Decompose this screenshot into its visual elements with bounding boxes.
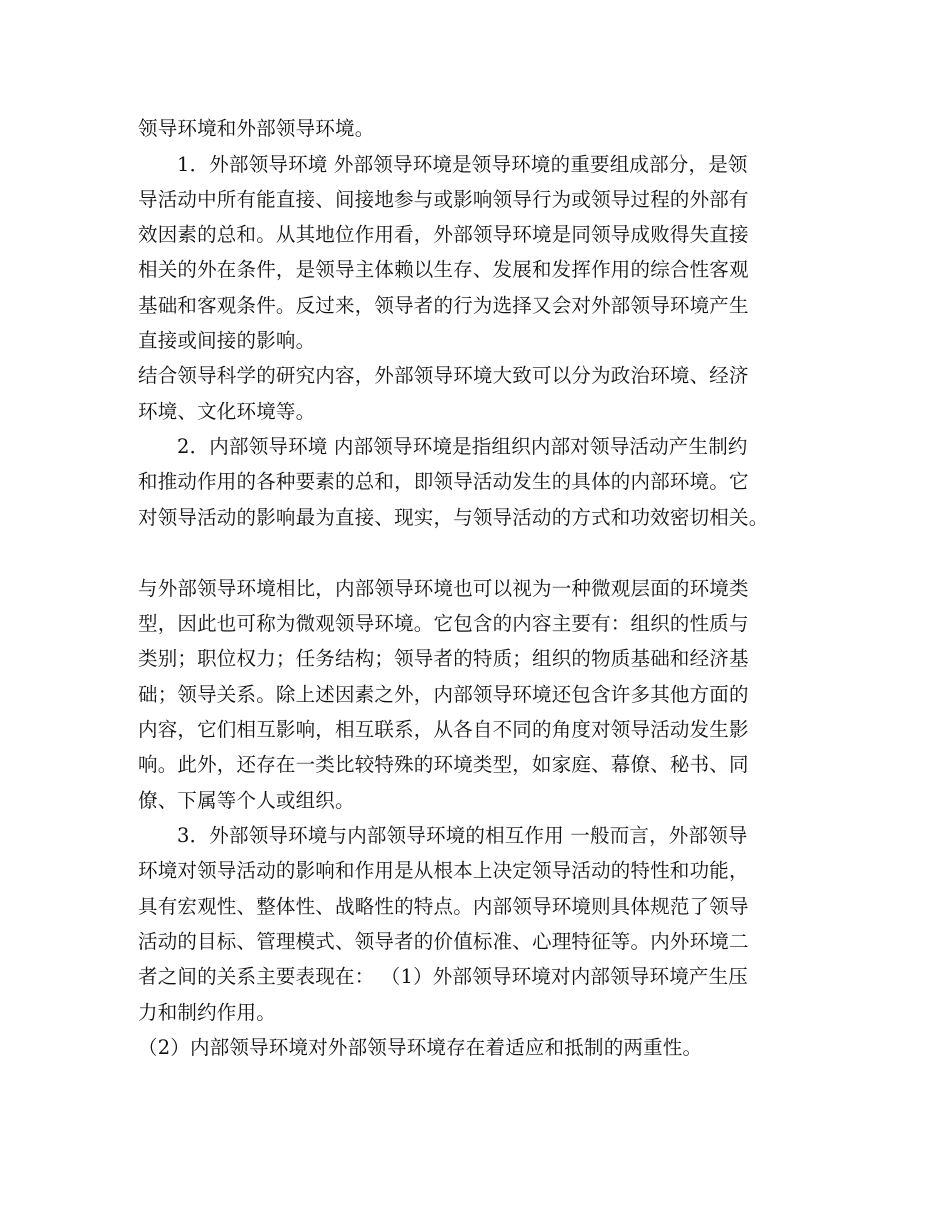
text-line: 结合领导科学的研究内容，外部领导环境大致可以分为政治环境、经济 (138, 364, 749, 387)
text-line: （2）内部领导环境对外部领导环境存在着适应和抵制的两重性。 (138, 1036, 703, 1059)
section-2-heading-line: 2．内部领导环境 内部领导环境是指组织内部对领导活动产生制约 (177, 435, 748, 458)
text-line: 型，因此也可称为微观领导环境。它包含的内容主要有：组织的性质与 (138, 612, 749, 635)
text-line: 和推动作用的各种要素的总和，即领导活动发生的具体的内部环境。它 (138, 470, 749, 493)
text-line: 相关的外在条件，是领导主体赖以生存、发展和发挥作用的综合性客观 (138, 258, 749, 281)
section-3-heading-line: 3．外部领导环境与内部领导环境的相互作用 一般而言，外部领导 (177, 824, 748, 847)
text-line: 与外部领导环境相比，内部领导环境也可以视为一种微观层面的环境类 (138, 577, 749, 600)
text-line: 僚、下属等个人或组织。 (138, 789, 355, 812)
text-line: 内容，它们相互影响，相互联系，从各自不同的角度对领导活动发生影 (138, 718, 749, 741)
text-line: 基础和客观条件。反过来，领导者的行为选择又会对外部领导环境产生 (138, 294, 749, 317)
text-line: 类别；职位权力；任务结构；领导者的特质；组织的物质基础和经济基 (138, 647, 749, 670)
text-line: 直接或间接的影响。 (138, 329, 316, 352)
text-line: 响。此外，还存在一类比较特殊的环境类型，如家庭、幕僚、秘书、同 (138, 753, 749, 776)
text-line: 础；领导关系。除上述因素之外，内部领导环境还包含许多其他方面的 (138, 683, 749, 706)
text-line: 活动的目标、管理模式、领导者的价值标准、心理特征等。内外环境二 (138, 930, 749, 953)
text-line: 者之间的关系主要表现在： （1）外部领导环境对内部领导环境产生压 (138, 965, 749, 988)
text-line: 对领导活动的影响最为直接、现实，与领导活动的方式和功效密切相关。 (138, 506, 769, 529)
text-line: 具有宏观性、整体性、战略性的特点。内部领导环境则具体规范了领导 (138, 895, 749, 918)
text-line: 效因素的总和。从其地位作用看，外部领导环境是同领导成败得失直接 (138, 223, 749, 246)
section-1-heading-line: 1．外部领导环境 外部领导环境是领导环境的重要组成部分，是领 (177, 153, 748, 176)
text-line: 领导环境和外部领导环境。 (138, 117, 375, 140)
text-line: 力和制约作用。 (138, 1001, 276, 1024)
text-line: 导活动中所有能直接、间接地参与或影响领导行为或领导过程的外部有 (138, 188, 749, 211)
text-line: 环境对领导活动的影响和作用是从根本上决定领导活动的特性和功能， (138, 859, 749, 882)
text-line: 环境、文化环境等。 (138, 400, 316, 423)
